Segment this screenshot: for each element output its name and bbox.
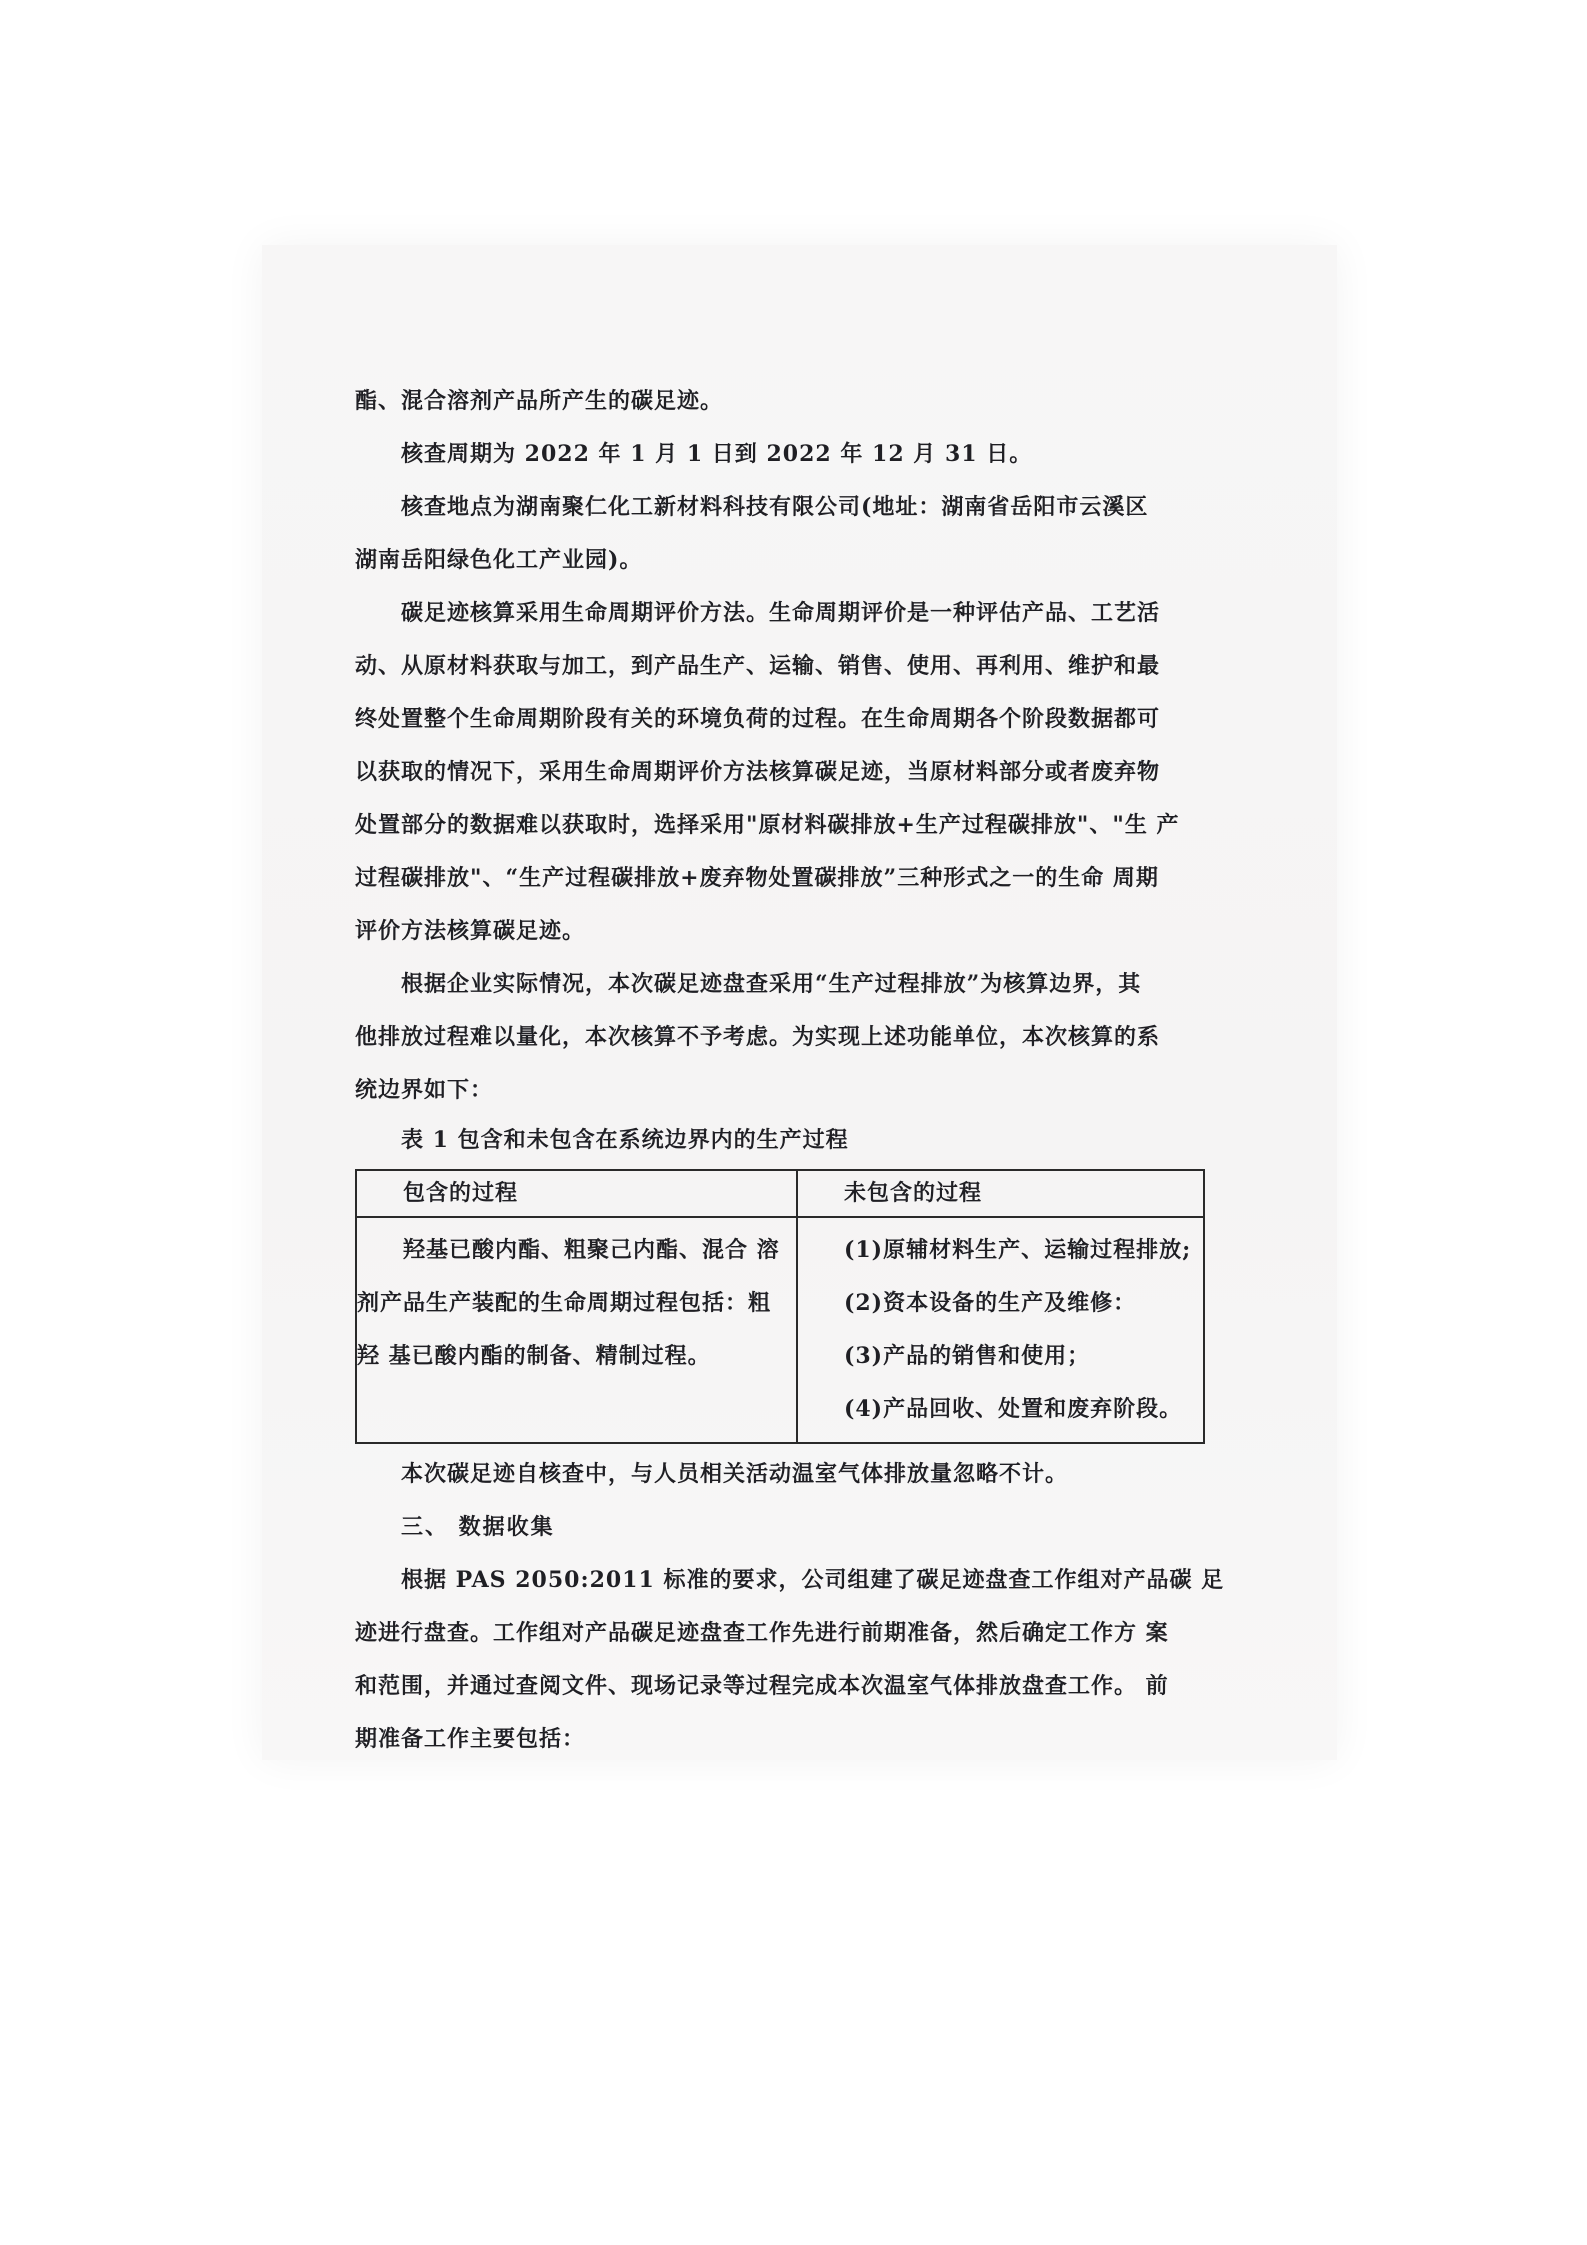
header-excluded: 未包含的过程 — [797, 1170, 1204, 1217]
header-included: 包含的过程 — [356, 1170, 797, 1217]
table-row — [356, 1217, 1204, 1443]
table-header-row — [356, 1170, 1204, 1217]
included-line: 剂产品生产装配的生命周期过程包括：粗 — [357, 1290, 772, 1316]
paragraph-line: 动、从原材料获取与加工，到产品生产、运输、销售、使用、再利用、维护和最 — [355, 653, 1161, 679]
paragraph-line: 湖南岳阳绿色化工产业园)。 — [355, 547, 643, 573]
paragraph-line: 核查周期为 2022 年 1 月 1 日到 2022 年 12 月 31 日。 — [401, 441, 1033, 467]
paragraph-line: 终处置整个生命周期阶段有关的环境负荷的过程。在生命周期各个阶段数据都可 — [355, 706, 1161, 732]
excluded-line: (1)原辅材料生产、运输过程排放; — [843, 1237, 1192, 1263]
paragraph-line: 核查地点为湖南聚仁化工新材料科技有限公司(地址：湖南省岳阳市云溪区 — [401, 494, 1149, 520]
paragraph-line: 处置部分的数据难以获取时，选择采用"原材料碳排放+生产过程碳排放"、"生 产 — [355, 812, 1180, 838]
section-heading: 三、 数据收集 — [401, 1514, 555, 1540]
excluded-line: (3)产品的销售和使用； — [843, 1343, 1091, 1369]
paragraph-line: 期准备工作主要包括： — [355, 1726, 586, 1752]
paragraph-line: 他排放过程难以量化，本次核算不予考虑。为实现上述功能单位，本次核算的系 — [355, 1024, 1161, 1050]
paragraph-line: 评价方法核算碳足迹。 — [355, 918, 586, 944]
paragraph-line: 根据企业实际情况，本次碳足迹盘查采用“生产过程排放”为核算边界，其 — [401, 971, 1142, 997]
paragraph-line: 统边界如下： — [355, 1077, 494, 1103]
included-line: 羟基已酸内酯、粗聚己内酯、混合 溶 — [403, 1237, 780, 1263]
paragraph-line: 和范围，并通过查阅文件、现场记录等过程完成本次温室气体排放盘查工作。 前 — [355, 1673, 1169, 1699]
paragraph-line: 根据 PAS 2050:2011 标准的要求，公司组建了碳足迹盘查工作组对产品碳 足 — [401, 1567, 1225, 1593]
paragraph-line: 酯、混合溶剂产品所产生的碳足迹。 — [355, 388, 724, 414]
excluded-line: (2)资本设备的生产及维修： — [843, 1290, 1137, 1316]
document-body — [355, 375, 1225, 1766]
excluded-processes-cell — [797, 1217, 1204, 1443]
paragraph-line: 碳足迹核算采用生命周期评价方法。生命周期评价是一种评估产品、工艺活 — [401, 600, 1161, 626]
included-processes-cell — [356, 1217, 797, 1443]
paragraph-line: 本次碳足迹自核查中，与人员相关活动温室气体排放量忽略不计。 — [401, 1461, 1069, 1487]
paragraph-line: 迹进行盘查。工作组对产品碳足迹盘查工作先进行前期准备，然后确定工作方 案 — [355, 1620, 1169, 1646]
included-line: 羟 基已酸内酯的制备、精制过程。 — [357, 1343, 711, 1369]
paragraph-line: 过程碳排放"、“生产过程碳排放+废弃物处置碳排放”三种形式之一的生命 周期 — [355, 865, 1159, 891]
system-boundary-table — [355, 1169, 1205, 1444]
paragraph-line: 以获取的情况下，采用生命周期评价方法核算碳足迹，当原材料部分或者废弃物 — [355, 759, 1161, 785]
excluded-line: (4)产品回收、处置和废弃阶段。 — [843, 1396, 1183, 1422]
table-caption: 表 1 包含和未包含在系统边界内的生产过程 — [401, 1127, 849, 1153]
